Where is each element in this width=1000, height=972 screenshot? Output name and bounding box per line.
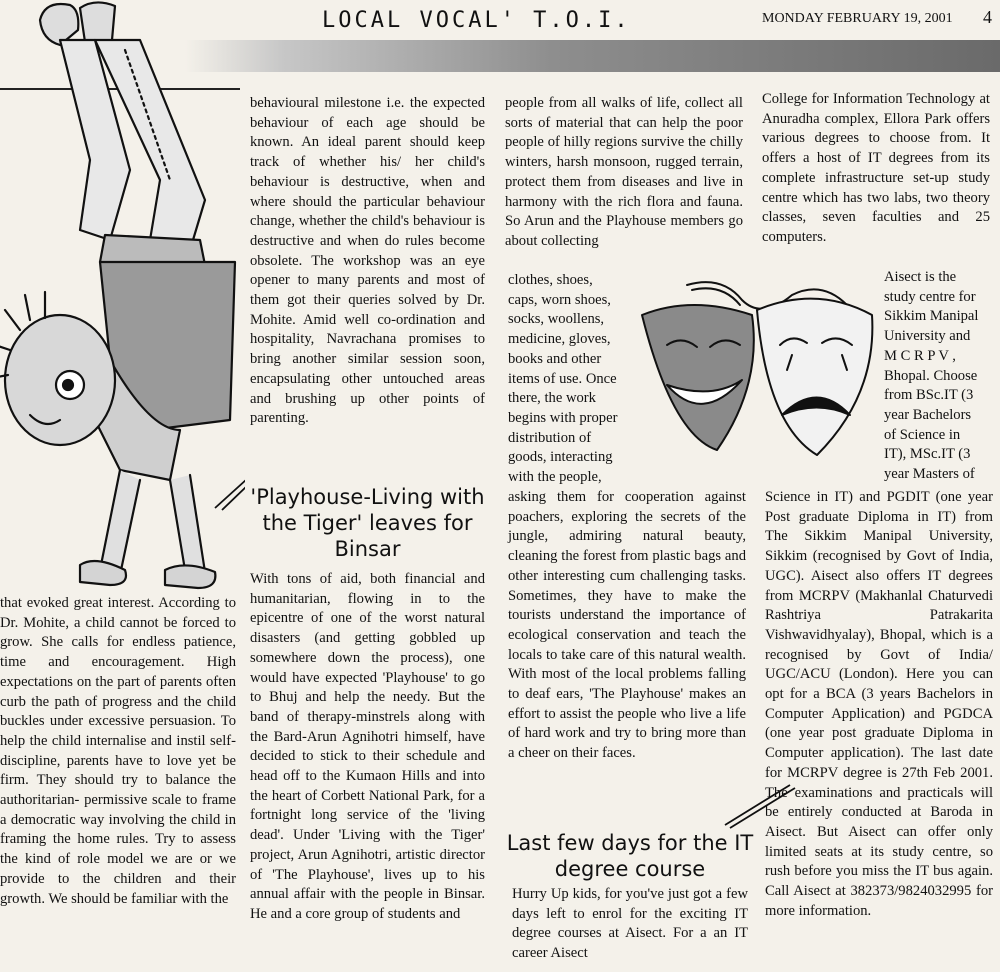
article2-column3-bottom: asking them for cooperation against poachers, exploring the secrets of the jungle, admiring natural beauty, cleaning the forest from plastic bags and other interesting cum challenging tasks. Sometimes, they have to make the tourists understand the importance of ecological conservation and teach the locals to take care of this natural wealth. With most of the local problems falling to deaf ears, 'The Playhouse' makes an effort to assist the people who live a life of hard work and try to bring more than a cheer on their faces. [508, 489, 746, 762]
article2-column3-wrap [508, 271, 638, 488]
theatre-masks-illustration [632, 275, 884, 465]
wrap-line: caps, worn shoes, [508, 291, 611, 308]
wrap-line: Sikkim Manipal [884, 308, 979, 325]
wrap-line: goods, interacting [508, 449, 613, 466]
wrap-line: year Bachelors [884, 406, 972, 423]
wrap-line: begins with proper [508, 409, 618, 426]
page-number: 4 [983, 7, 992, 27]
it-course-headline: Last few days for the IT degree course [506, 831, 754, 881]
wrap-line: distribution of [508, 429, 592, 446]
wrap-line: medicine, gloves, [508, 331, 611, 348]
article1-column1: that evoked great interest. According to Dr. Mohite, a child cannot be forced to grow. She calls for endless patience, time and encouragement. High expectations on the part of parents often curb the path of progress and the child buckles under excessive persuasion. To help the child internalise and instil self-discipline, parents have to love yet be firm. They should try to balance the authoritarian- permissive scale to frame a democratic way involving the child in framing the home rules. Try to assess the kind of role model we are or we provide to the children and their growth. We should be familiar with the [0, 595, 236, 907]
wrap-line: from BSc.IT (3 [884, 387, 974, 404]
article3-column3: Hurry Up kids, for you've just got a few days left to enrol for the exciting IT degree courses at Aisect. For a an IT career Aisect [512, 886, 748, 962]
wrap-line: socks, woollens, [508, 311, 605, 328]
wrap-line: IT), MSc.IT (3 [884, 446, 971, 463]
article3-column4-bottom: Science in IT) and PGDIT (one year Post graduate Diploma in IT) from The Sikkim Manipal University, Sikkim (recognised by Govt of India, UGC). Aisect also offers IT degrees from MCRPV (Makhanlal Chaturvedi Rashtriya Patrakarita Vishwavidhyalay), Bhopal, which is a recognised by Govt of India/ UGC/ACU (London). Here you can opt for a BCA (3 years Bachelors in Computer Application) and PGDCA (one year post graduate Diploma in Computer application). The last date for MCRPV degree is 27th Feb 2001. The examinations and practicals will be entirely conducted at Baroda in Aisect. But Aisect can offer only limited seats at its study centre, so rush before you miss the IT bus again. Call Aisect at 382373/9824032995 for more information. [765, 489, 993, 919]
wrap-line: items of use. Once [508, 370, 617, 387]
playhouse-headline: 'Playhouse-Living with the Tiger' leaves for Binsar [250, 485, 485, 561]
wrap-line: Bhopal. Choose [884, 367, 978, 384]
article2-column3-top: people from all walks of life, collect all sorts of material that can help the poor people of hilly regions survive the chilly winters, harsh monsoon, rugged terrain, protect them from diseases and live in harmony with the rich flora and fauna. So Arun and the Playhouse members go about collecting [505, 95, 743, 249]
wrap-line: University and [884, 328, 971, 345]
wrap-line: of Science in [884, 426, 961, 443]
wrap-line: Aisect is the [884, 269, 957, 285]
wrap-line: there, the work [508, 390, 596, 407]
article1-column2: behavioural milestone i.e. the expected behaviour of each age should be known. An ideal parent should keep track of whether his/ her child's behaviour is destructive, when and where should the particular behaviour change, whether the child's behaviour is destructive and when do rules become obsolete. The workshop was an eye opener to many parents and most of them got their queries solved by Dr. Mohite. Amid well co-ordination and hospitality, Navrachana promises to bring another similar session soon, encapsulating other untouched areas and brushing up other points of parenting. [250, 95, 485, 427]
wrap-line: M C R P V , [884, 347, 956, 364]
wrap-line: year Masters of [884, 466, 975, 483]
article3-column4-wrap [884, 268, 994, 485]
dateline: MONDAY FEBRUARY 19, 2001 [762, 11, 953, 26]
article3-column4-top: College for Information Technology at Anuradha complex, Ellora Park offers various degrees to choose from. It offers a host of IT degrees from its complete infrastructure set-up study centre which has two labs, two theory classes, seven faculties and 25 computers. [762, 91, 990, 245]
wrap-line: clothes, shoes, [508, 272, 593, 288]
wrap-line: study centre for [884, 288, 976, 305]
wrap-line: with the people, [508, 469, 602, 486]
wrap-line: books and other [508, 350, 602, 367]
header-band [185, 40, 1000, 72]
handwritten-note: LOCAL VOCAL' T.O.I. [322, 8, 631, 33]
handwritten-arrow-mark [720, 780, 800, 830]
article2-column2: With tons of aid, both financial and humanitarian, flowing in to the epicentre of one of the worst natural disasters (and getting gobbled up somewhere down the process), one would have expected 'Playhouse' to go to Bhuj and help the needy. But the band of therapy-minstrels along with the Bard-Arun Agnihotri himself, have decided to stick to their schedule and head off to the Kumaon Hills and into the heart of Corbett National Park, for a fortnight long service of the 'living dead'. Under 'Living with the Tiger' project, Arun Agnihotri, artistic director of 'The Playhouse', lives up to his annual affair with the people in Binsar. He and a core group of students and [250, 571, 485, 922]
handstand-child-illustration [0, 0, 245, 595]
